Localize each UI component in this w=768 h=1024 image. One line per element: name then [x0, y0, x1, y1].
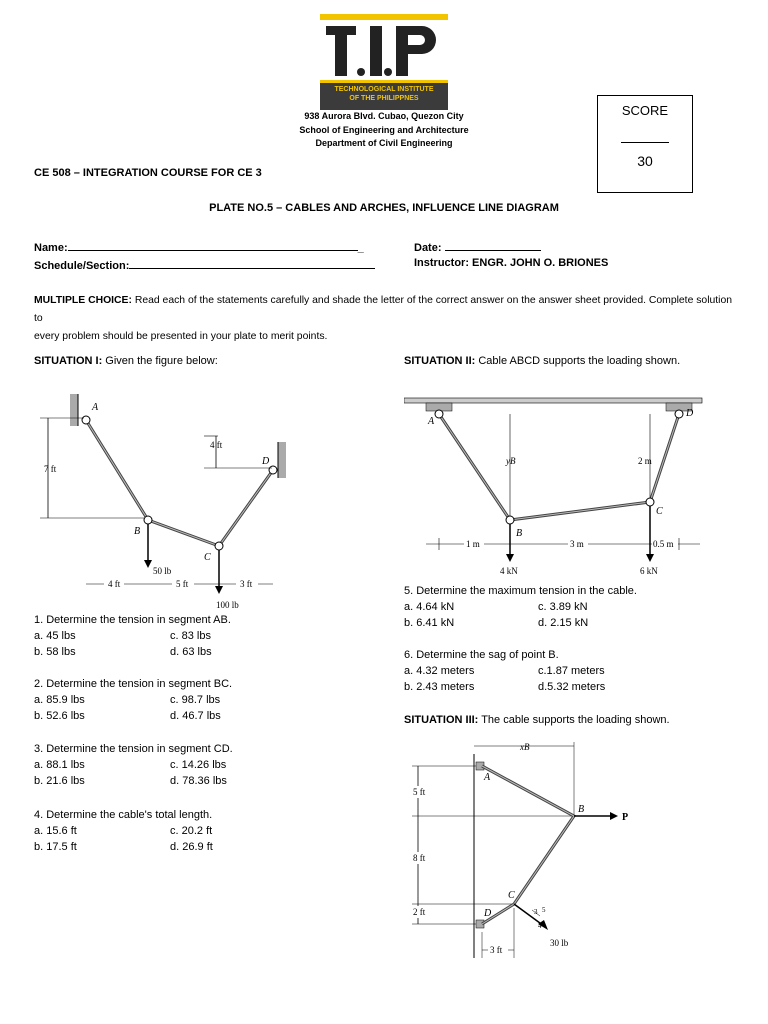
- q6-option-a[interactable]: a. 4.32 meters: [404, 665, 475, 677]
- cable-abcd: [86, 420, 273, 546]
- fig1-label-b: B: [134, 526, 141, 537]
- question-3: [34, 741, 334, 789]
- fig2-dim-yb: yB: [506, 456, 516, 466]
- question-4: [34, 807, 334, 855]
- q3-option-b[interactable]: b. 21.6 lbs: [34, 775, 85, 787]
- q1-option-a[interactable]: a. 45 lbs: [34, 630, 76, 642]
- q4-option-b[interactable]: b. 17.5 ft: [34, 841, 77, 853]
- tip-logo: [320, 14, 448, 110]
- institution-header: [234, 110, 534, 151]
- situation1-heading: [34, 355, 218, 367]
- q6-option-c[interactable]: c.1.87 meters: [538, 665, 605, 677]
- score-box: [597, 95, 693, 193]
- question-3-text: 3. Determine the tension in segment CD.: [34, 743, 233, 755]
- q6-option-d[interactable]: d.5.32 meters: [538, 681, 606, 693]
- instructions-line1: Read each of the statements carefully and shade the letter of the correct answer on the answer sheet provided. Complete solution to: [34, 295, 733, 324]
- q4-option-d[interactable]: d. 26.9 ft: [170, 841, 213, 853]
- score-total: 30: [637, 153, 653, 169]
- fig3-dim-5ft: 5 ft: [413, 787, 426, 797]
- fig2-label-c: C: [656, 506, 663, 517]
- fig1-label-c: C: [204, 552, 211, 563]
- q2-option-a[interactable]: a. 85.9 lbs: [34, 694, 85, 706]
- logo-name-line1: TECHNOLOGICAL INSTITUTE: [334, 86, 434, 93]
- q1-option-c[interactable]: c. 83 lbs: [170, 630, 211, 642]
- fig2-label-d: D: [686, 408, 694, 419]
- fig3-slope-4: 4: [538, 922, 542, 930]
- fig1-span-1: 4 ft: [108, 579, 121, 589]
- q5-option-b[interactable]: b. 6.41 kN: [404, 617, 455, 629]
- fig1-label-d: D: [262, 456, 270, 467]
- fig3-slope-3: 3: [534, 908, 538, 916]
- situation1-figure: [28, 388, 300, 614]
- fig1-load-50: 50 lb: [153, 566, 172, 576]
- fig2-span-3: 0.5 m: [653, 539, 674, 549]
- instructions-line2: every problem should be presented in your plate to merit points.: [34, 331, 328, 342]
- q5-option-d[interactable]: d. 2.15 kN: [538, 617, 589, 629]
- ceiling-support: [404, 398, 702, 403]
- department-line: Department of Civil Engineering: [315, 138, 453, 148]
- instructions-label: MULTIPLE CHOICE:: [34, 295, 132, 306]
- course-title: CE 508 – INTEGRATION COURSE FOR CE 3: [34, 167, 262, 179]
- question-1-text: 1. Determine the tension in segment AB.: [34, 614, 231, 626]
- fig3-load-p: P: [622, 812, 629, 823]
- name-label: Name:: [34, 242, 68, 254]
- fig3-label-d: D: [484, 908, 492, 919]
- cable-abcd-3: [482, 766, 574, 924]
- wall-a: [70, 394, 78, 426]
- wall-d: [278, 442, 286, 478]
- instructor-label: Instructor: ENGR. JOHN O. BRIONES: [414, 257, 609, 269]
- fig1-dim-4ft: 4 ft: [210, 440, 223, 450]
- fig3-dim-3ft: 3 ft: [490, 945, 503, 955]
- situation1-text: Given the figure below:: [102, 355, 218, 367]
- situation3-label: SITUATION III:: [404, 714, 479, 726]
- fig3-dim-8ft: 8 ft: [413, 853, 426, 863]
- fig3-dim-2ft: 2 ft: [413, 907, 426, 917]
- fig2-span-2: 3 m: [570, 539, 584, 549]
- q5-option-a[interactable]: a. 4.64 kN: [404, 601, 455, 613]
- q5-option-c[interactable]: c. 3.89 kN: [538, 601, 588, 613]
- fig2-label-b: B: [516, 528, 523, 539]
- q2-option-b[interactable]: b. 52.6 lbs: [34, 710, 85, 722]
- q4-option-c[interactable]: c. 20.2 ft: [170, 825, 213, 837]
- situation2-figure: [404, 392, 704, 582]
- situation2-text: Cable ABCD supports the loading shown.: [475, 355, 681, 367]
- fig2-load-4: 4 kN: [500, 566, 518, 576]
- q2-option-c[interactable]: c. 98.7 lbs: [170, 694, 221, 706]
- date-field[interactable]: [414, 239, 541, 254]
- q6-option-b[interactable]: b. 2.43 meters: [404, 681, 475, 693]
- date-label: Date:: [414, 242, 442, 254]
- question-4-text: 4. Determine the cable's total length.: [34, 809, 213, 821]
- fig3-slope-5: 5: [542, 906, 546, 914]
- q3-option-d[interactable]: d. 78.36 lbs: [170, 775, 227, 787]
- fig1-label-a: A: [92, 402, 99, 413]
- q4-option-a[interactable]: a. 15.6 ft: [34, 825, 77, 837]
- fig2-dim-2m: 2 m: [638, 456, 652, 466]
- q1-option-d[interactable]: d. 63 lbs: [170, 646, 212, 658]
- date-line[interactable]: [445, 239, 541, 251]
- score-label: SCORE: [621, 103, 669, 118]
- question-1: [34, 612, 334, 660]
- q3-option-c[interactable]: c. 14.26 lbs: [170, 759, 227, 771]
- fig2-span-1: 1 m: [466, 539, 480, 549]
- fig2-load-6: 6 kN: [640, 566, 658, 576]
- plate-title: PLATE NO.5 – CABLES AND ARCHES, INFLUENCE LINE DIAGRAM: [209, 202, 559, 214]
- situation3-text: The cable supports the loading shown.: [478, 714, 670, 726]
- question-2-text: 2. Determine the tension in segment BC.: [34, 678, 233, 690]
- fig1-span-3: 3 ft: [240, 579, 253, 589]
- schedule-label: Schedule/Section:: [34, 260, 130, 272]
- question-2: [34, 676, 334, 724]
- fig3-dim-xb: xB: [520, 742, 530, 752]
- fig3-label-b: B: [578, 804, 585, 815]
- fig2-label-a: A: [428, 416, 435, 427]
- question-6-text: 6. Determine the sag of point B.: [404, 649, 559, 661]
- situation1-label: SITUATION I:: [34, 355, 103, 367]
- situation3-figure: [404, 736, 664, 964]
- q1-option-b[interactable]: b. 58 lbs: [34, 646, 76, 658]
- question-5-text: 5. Determine the maximum tension in the cable.: [404, 585, 637, 597]
- question-5: [404, 583, 734, 631]
- schedule-line[interactable]: [129, 257, 375, 269]
- situation2-heading: [404, 355, 680, 367]
- question-6: [404, 647, 734, 695]
- name-line[interactable]: [68, 239, 358, 251]
- q2-option-d[interactable]: d. 46.7 lbs: [170, 710, 221, 722]
- name-field[interactable]: [34, 239, 364, 254]
- fig1-span-2: 5 ft: [176, 579, 189, 589]
- fig1-dim-7ft: 7 ft: [44, 464, 57, 474]
- q3-option-a[interactable]: a. 88.1 lbs: [34, 759, 85, 771]
- situation3-heading: [404, 714, 670, 726]
- logo-name-line2: OF THE PHILIPPNES: [349, 95, 419, 102]
- fig3-label-a: A: [484, 772, 491, 783]
- score-divider: [621, 142, 669, 143]
- fig1-load-100: 100 lb: [216, 600, 239, 610]
- fig3-load-30: 30 lb: [550, 938, 569, 948]
- instructions: [34, 292, 734, 346]
- address-line: 938 Aurora Blvd. Cubao, Quezon City: [304, 111, 464, 121]
- name-suffix: _: [357, 242, 364, 254]
- schedule-field[interactable]: [34, 257, 375, 272]
- school-line: School of Engineering and Architecture: [299, 124, 469, 135]
- situation2-label: SITUATION II:: [404, 355, 476, 367]
- fig3-label-c: C: [508, 890, 515, 901]
